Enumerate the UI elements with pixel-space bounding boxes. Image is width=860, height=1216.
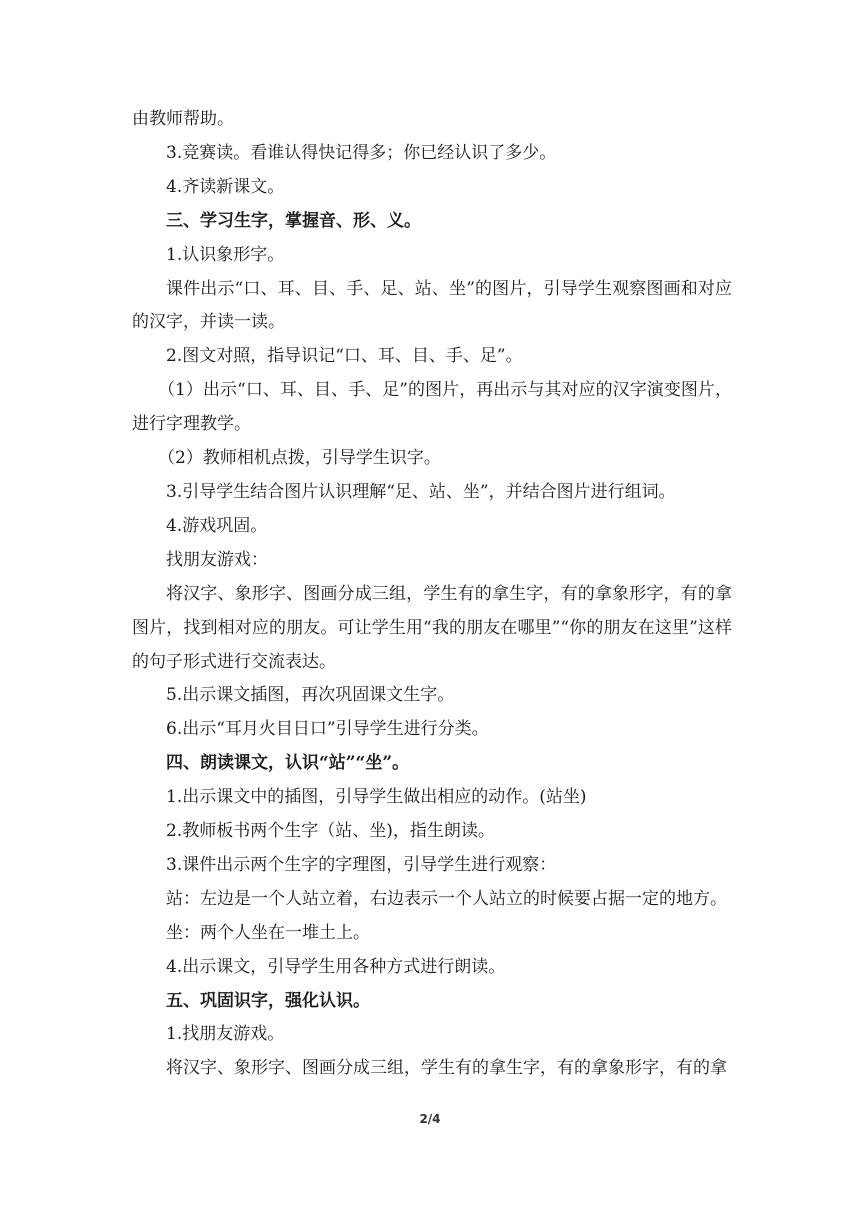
paragraph-game-consolidate: 4.游戏巩固。 xyxy=(166,515,268,536)
paragraph-read-aloud: 4.出示课文，引导学生用各种方式进行朗读。 xyxy=(166,956,506,977)
paragraph-sub-2: （2）教师相机点拨，引导学生识字。 xyxy=(158,448,441,469)
paragraph-step-4-read-together: 4.齐读新课文。 xyxy=(166,176,285,197)
section-heading-5: 五、巩固识字，强化认识。 xyxy=(166,990,370,1011)
paragraph-guide-zu-zhan-zuo: 3.引导学生结合图片认识理解“足、站、坐”，并结合图片进行组词。 xyxy=(166,481,676,502)
paragraph-pictographs: 1.认识象形字。 xyxy=(166,244,285,265)
paragraph-classify: 6.出示“耳月火目日口”引导学生进行分类。 xyxy=(166,719,489,740)
paragraph-show-illustration-actions: 1.出示课文中的插图，引导学生做出相应的动作。(站坐) xyxy=(166,787,587,808)
paragraph-zhan-explanation: 站：左边是一个人站立着，右边表示一个人站立的时候要占据一定的地方。 xyxy=(166,888,727,909)
paragraph-zuo-explanation: 坐：两个人坐在一堆土上。 xyxy=(166,922,370,943)
paragraph-find-friends-desc: 将汉字、象形字、图画分成三组，学生有的拿生字，有的拿象形字，有的拿图片，找到相对应的朋友。可让学生用“我的朋友在哪里”“你的朋友在这里”这样的句子形式进行交流表达。 xyxy=(132,583,732,672)
section-heading-4: 四、朗读课文，认识“站”“坐”。 xyxy=(166,753,410,774)
page-number: 2/4 xyxy=(419,1112,441,1126)
paragraph-show-illustration: 5.出示课文插图，再次巩固课文生字。 xyxy=(166,685,455,706)
paragraph-picture-text-compare: 2.图文对照，指导识记“口、耳、目、手、足”。 xyxy=(166,346,523,367)
paragraph-continuation: 由教师帮助。 xyxy=(132,109,234,129)
document-body xyxy=(132,103,732,1086)
paragraph-find-friends-desc-2: 将汉字、象形字、图画分成三组，学生有的拿生字，有的拿象形字，有的拿 xyxy=(166,1058,727,1079)
paragraph-courseware-pictures: 课件出示“口、耳、目、手、足、站、坐”的图片，引导学生观察图画和对应的汉字，并读一读。 xyxy=(132,278,732,333)
section-heading-3: 三、学习生字，掌握音、形、义。 xyxy=(166,210,421,231)
paragraph-board-writing: 2.教师板书两个生字（站、坐)，指生朗读。 xyxy=(166,821,495,842)
paragraph-find-friends-game: 1.找朋友游戏。 xyxy=(166,1024,285,1045)
paragraph-find-friends-label: 找朋友游戏： xyxy=(166,549,268,570)
paragraph-step-3-contest-read: 3.竞赛读。看谁认得快记得多；你已经认识了多少。 xyxy=(166,142,557,163)
paragraph-sub-1: （1）出示“口、耳、目、手、足”的图片，再出示与其对应的汉字演变图片，进行字理教学。 xyxy=(132,380,732,435)
paragraph-etymology-images: 3.课件出示两个生字的字理图，引导学生进行观察： xyxy=(166,854,557,875)
